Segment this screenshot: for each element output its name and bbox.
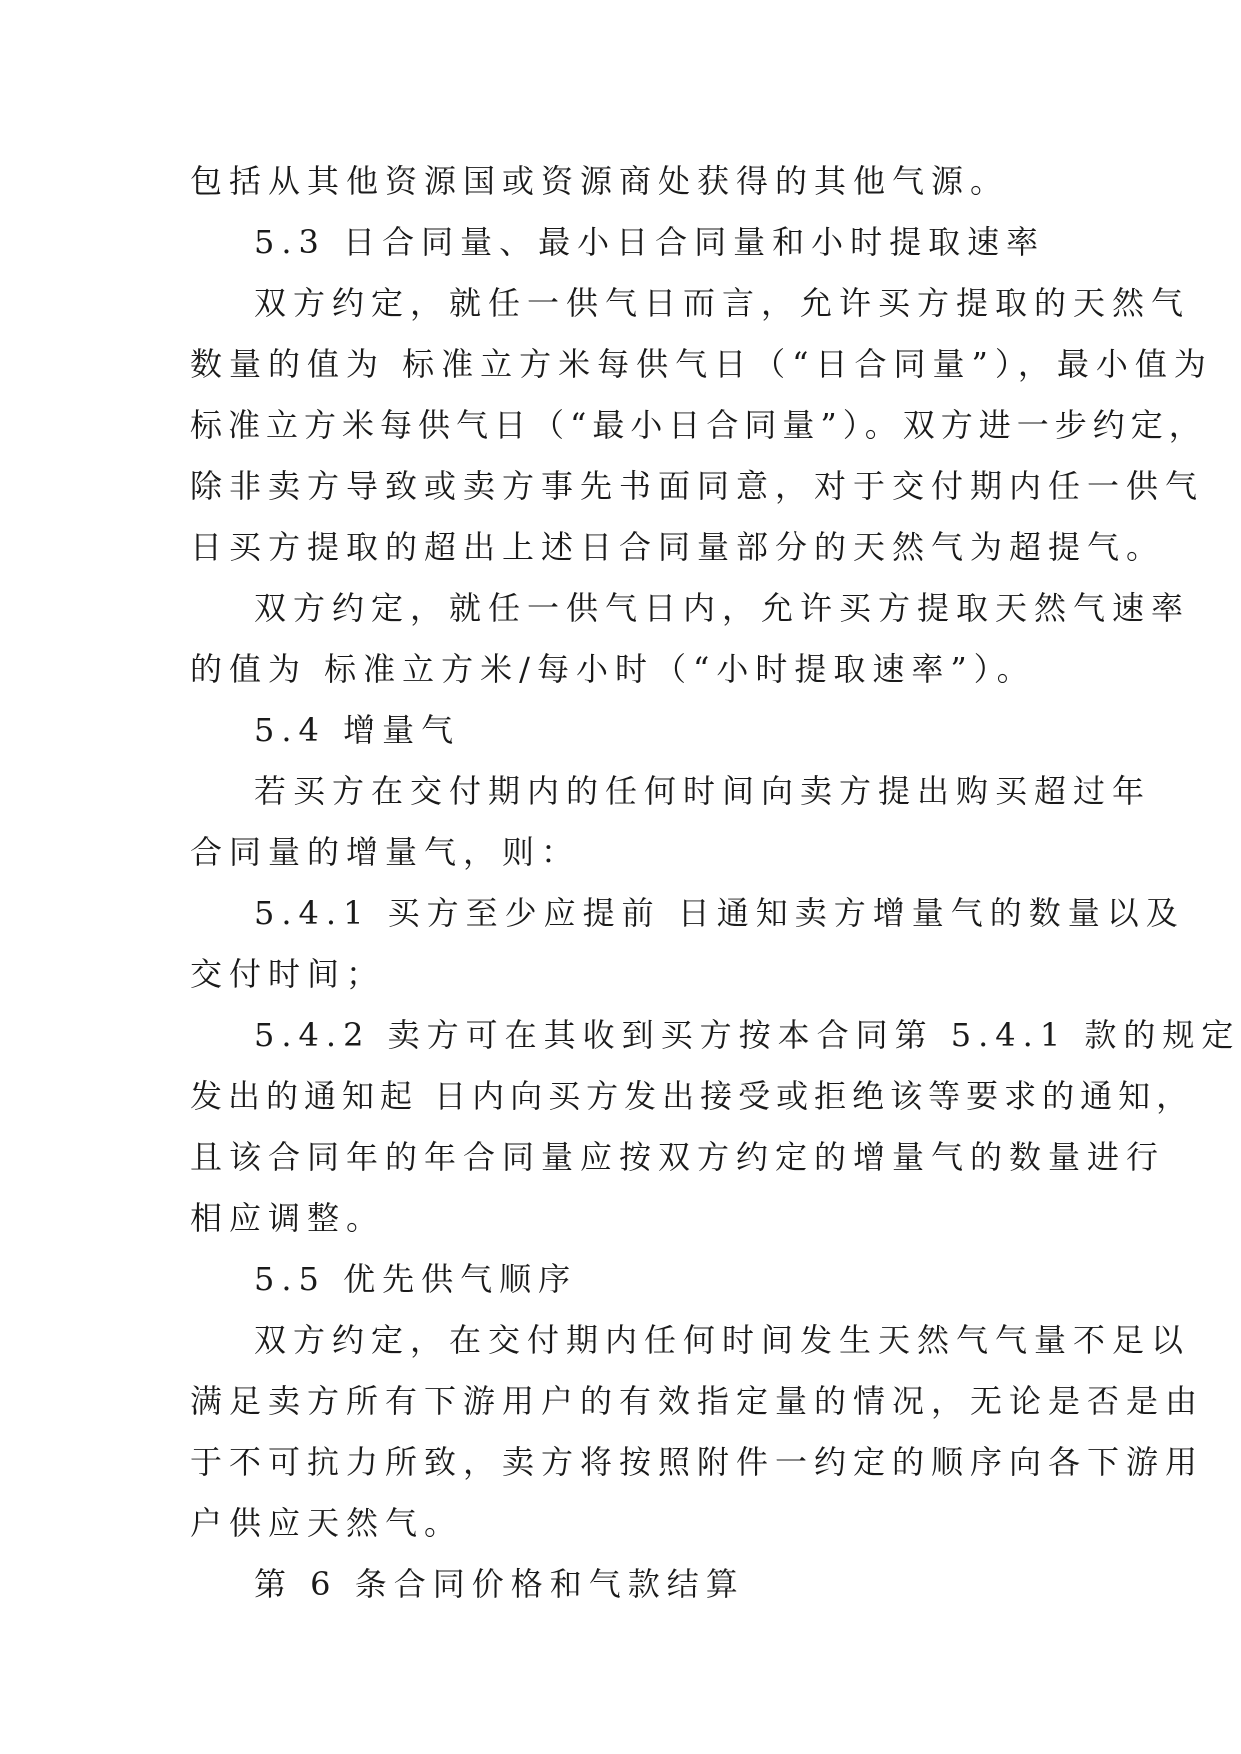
section-heading: 5.3 日合同量、最小日合同量和小时提取速率 [254,223,1046,261]
text-line: 的值为 标准立方米/每小时（“小时提取速率”）。 [190,650,1036,688]
text-line: 合同量的增量气，则： [190,833,581,871]
text-line: 且该合同年的年合同量应按双方约定的增量气的数量进行 [190,1138,1166,1176]
text-line: 标准立方米每供气日（“最小日合同量”）。双方进一步约定， [190,406,1207,444]
document-body [190,151,1241,1615]
text-line: 数量的值为 标准立方米每供气日（“日合同量”），最小值为 [190,345,1213,383]
text-line: 交付时间； [190,955,386,993]
article-heading: 第 6 条合同价格和气款结算 [254,1565,745,1603]
text-line: 日买方提取的超出上述日合同量部分的天然气为超提气。 [190,528,1166,566]
text-line: 户供应天然气。 [190,1504,464,1542]
text-line: 包括从其他资源国或资源商处获得的其他气源。 [190,162,1010,200]
text-line: 若买方在交付期内的任何时间向卖方提出购买超过年 [254,772,1152,810]
text-line: 满足卖方所有下游用户的有效指定量的情况，无论是否是由 [190,1382,1205,1420]
text-line: 双方约定，就任一供气日内，允许买方提取天然气速率 [254,589,1191,627]
text-line: 于不可抗力所致，卖方将按照附件一约定的顺序向各下游用 [190,1443,1205,1481]
text-line: 5.4.2 卖方可在其收到买方按本合同第 5.4.1 款的规定 [254,1016,1241,1054]
text-line: 发出的通知起 日内向买方发出接受或拒绝该等要求的通知， [190,1077,1195,1115]
text-line: 双方约定，在交付期内任何时间发生天然气气量不足以 [254,1321,1191,1359]
text-line: 5.4.1 买方至少应提前 日通知卖方增量气的数量以及 [254,894,1185,932]
text-line: 相应调整。 [190,1199,386,1237]
text-line: 除非卖方导致或卖方事先书面同意，对于交付期内任一供气 [190,467,1205,505]
section-heading: 5.4 增量气 [254,711,461,749]
section-heading: 5.5 优先供气顺序 [254,1260,578,1298]
text-line: 双方约定，就任一供气日而言，允许买方提取的天然气 [254,284,1191,322]
